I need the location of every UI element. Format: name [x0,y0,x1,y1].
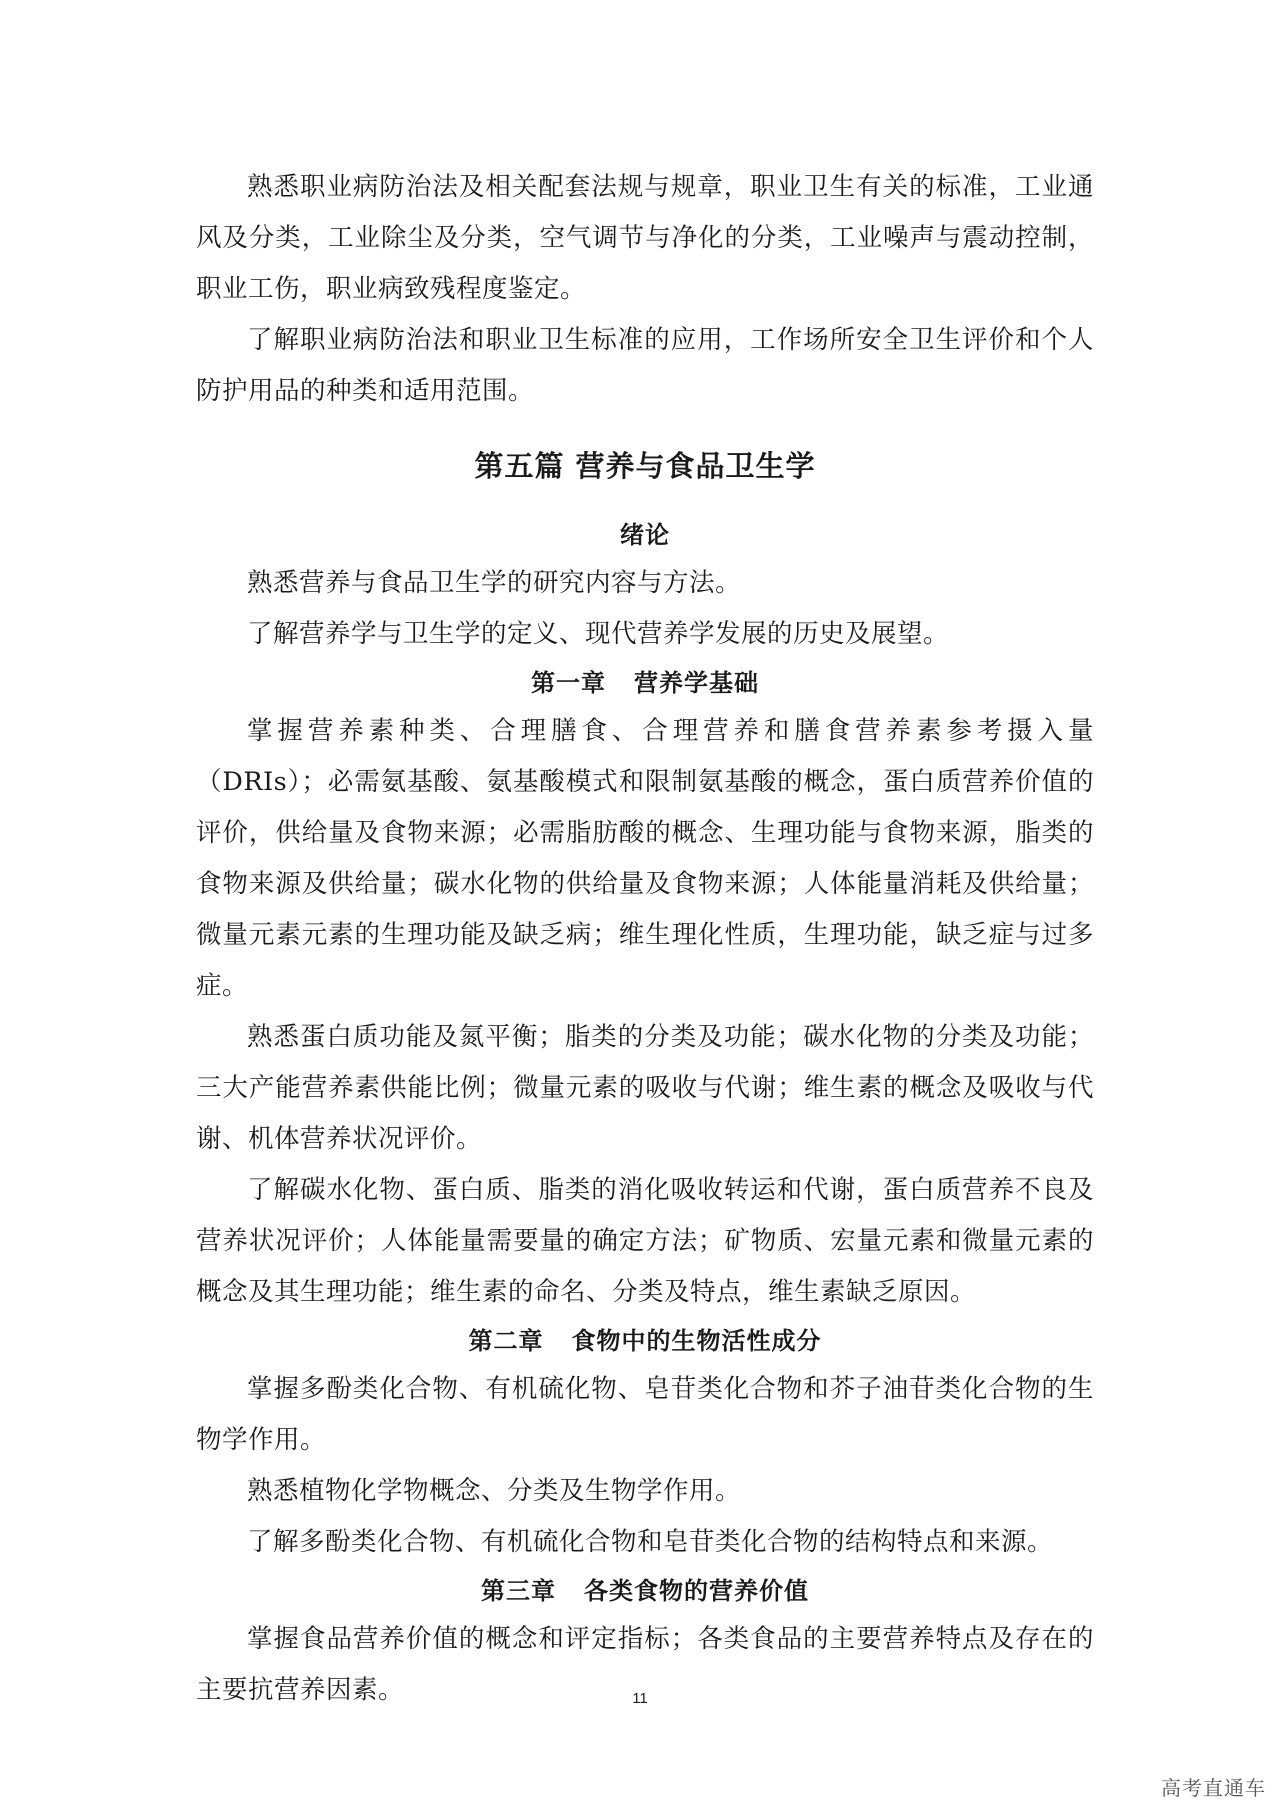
paragraph: 了解多酚类化合物、有机硫化合物和皂苷类化合物的结构特点和来源。 [247,1527,1054,1557]
chapter-title-1 [196,660,1094,706]
paragraph: 熟悉营养与食品卫生学的研究内容与方法。 [247,568,742,598]
chapter-label: 第二章 [468,1327,544,1355]
paragraph: 了解营养学与卫生学的定义、现代营养学发展的历史及展望。 [247,619,950,649]
paragraph: 掌握食品营养价值的概念和评定指标；各类食品的主要营养特点及存在的主要抗营养因素。 [196,1624,1094,1705]
watermark-text: 高考直通车 [1161,1776,1266,1800]
chapter-name: 各类食物的营养价值 [584,1577,809,1605]
page-number: 11 [632,1690,648,1707]
chapter-title-3 [196,1568,1094,1614]
chapter-title-2 [196,1318,1094,1364]
paragraph: 了解碳水化物、蛋白质、脂类的消化吸收转运和代谢，蛋白质营养不良及营养状况评价；人体能量需要量的确定方法；矿物质、宏量元素和微量元素的概念及其生理功能；维生素的命名、分类及特点，维生素缺乏原因。 [196,1175,1094,1307]
paragraph: 了解职业病防治法和职业卫生标准的应用，工作场所安全卫生评价和个人防护用品的种类和适用范围。 [196,325,1094,406]
chapter-name: 营养学基础 [634,669,759,697]
paragraph: 熟悉蛋白质功能及氮平衡；脂类的分类及功能；碳水化物的分类及功能；三大产能营养素供能比例；微量元素的吸收与代谢；维生素的概念及吸收与代谢、机体营养状况评价。 [196,1022,1094,1154]
paragraph: 熟悉植物化学物概念、分类及生物学作用。 [247,1476,742,1506]
chapter-name: 食物中的生物活性成分 [571,1327,822,1355]
paragraph: 熟悉职业病防治法及相关配套法规与规章，职业卫生有关的标准，工业通风及分类，工业除尘及分类，空气调节与净化的分类，工业噪声与震动控制，职业工伤，职业病致残程度鉴定。 [196,172,1094,304]
section-title-intro: 绪论 [620,521,670,549]
paragraph: 掌握营养素种类、合理膳食、合理营养和膳食营养素参考摄入量（DRIs）；必需氨基酸、氨基酸模式和限制氨基酸的概念，蛋白质营养价值的评价，供给量及食物来源；必需脂肪酸的概念、生理功能与食物来源，脂类的食物来源及供给量；碳水化物的供给量及食物来源；人体能量消耗及供给量；微量元素元素的生理功能及缺乏病；维生理化性质，生理功能，缺乏症与过多症。 [196,716,1094,1001]
part-title: 第五篇 营养与食品卫生学 [474,449,816,483]
paragraph: 掌握多酚类化合物、有机硫化物、皂苷类化合物和芥子油苷类化合物的生物学作用。 [196,1374,1094,1455]
document-body [196,162,1094,1716]
chapter-label: 第三章 [481,1577,556,1605]
chapter-label: 第一章 [531,669,606,697]
